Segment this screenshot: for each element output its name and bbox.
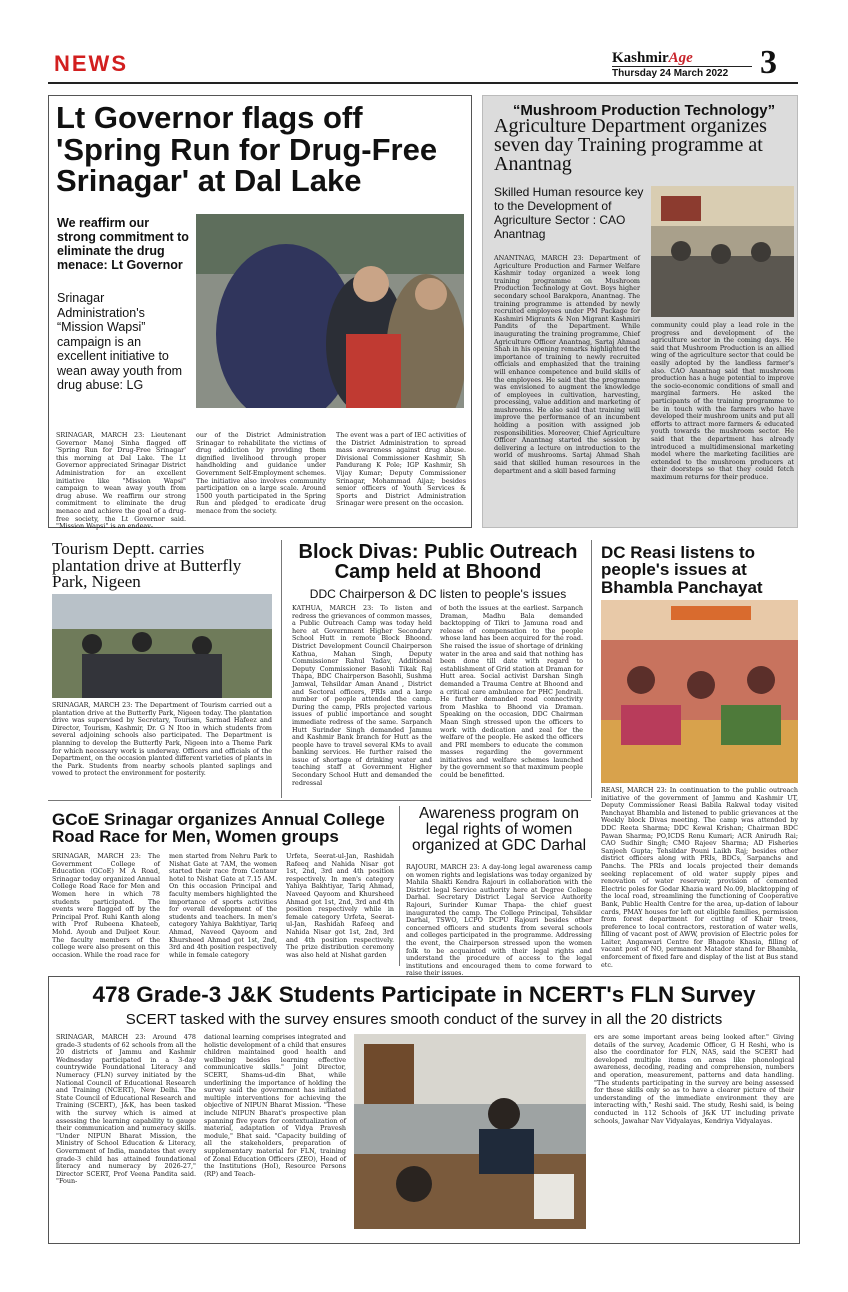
article-column: SRINAGAR, MARCH 23: Around 478 grade-3 students of 62 schools from all the 20 districts of Jammu and Kashmir Wednesday participated in a 3-day countrywide Foundational Literacy and Numeracy (FLN) survey initiated by the National Council of Educational Research and Training (NCERT), New Delhi. The State Council of Educational Research and Training (SCERT), J&K, has been tasked with the survey which is aimed at assessing the learning capability to gauge their communication and numeracy skills. "Under NIPUN Bharat Mission, the Ministry of School Education & Literacy, Government of India, mandates that every grade-3 child has attained foundational literacy and numeracy by 2026-27," Director SCERT, Prof Veena Pandita said. "Foun-: [56, 1033, 196, 1186]
article-headline: Agriculture Department organizes seven day Training programme at Anantnag: [494, 115, 767, 175]
article-subhead: SCERT tasked with the survey ensures smooth conduct of the survey in all the 20 districts: [125, 1011, 723, 1028]
pull-quote: We reaffirm our strong commitment to eliminate the drug menace: Lt Governor: [57, 216, 189, 272]
article-subhead: Skilled Human resource key to the Development of Agriculture Sector : CAO Anantnag: [494, 185, 644, 241]
section-rule: [48, 800, 591, 801]
article-column: ANANTNAG, MARCH 23: Department of Agriculture Production and Farmer Welfare Kashmir today organized a week long training programme on Mushroom Production Technology at Govt. Boys higher secondary school Barakpora, Anantnag. The training programme is attended by newly recruited employees under PM Package for Kashmiri Migrants & Non Migrant Kashmiri Pandits of the Department. While inaugurating the training programme, Chief Agriculture Officer Anantnag, Sartaj Ahmad Shah in his opening remarks highlighted the importance of training to newly recruited officials and emphasized that the training will enhance competence and build skills of the employees. He said that the programme was envisioned to augment the knowledge of employees in cultivation, harvesting, processing, value addition and marketing of mushrooms. He also said that training will improve the performance of an incumbent holding a position with assigned job responsibilities. Moreover, Chief Agriculture Officer Anantnag started the session by delivering a lecture on introduction to the world of mushrooms. Sartaj Ahmad Shah said that skilled human resources in the department and a skill based farming: [494, 254, 640, 475]
page-number: 3: [760, 44, 777, 81]
article-body: SRINAGAR, MARCH 23: The Department of Tourism carried out a plantation drive at the Butterfly Park, Nigeen today. The plantation drive was supervised by Secretary, Tourism, Sarmad Hafeez and Director, Tourism, Kashmir, Dr. G N Itoo in which students from several adjoining schools also participated. The Department is planning to develop the Butterfly Park, Nigeen into a Theme Park for which necessary work is underway. Officers and officials of the Department, on the occasion planted different varieties of plants in the Park. Students from nearby schools planted saplings and vowed to protect the environment for posterity.: [52, 701, 272, 778]
article-body: RAJOURI, MARCH 23: A day-long legal awareness camp on women rights and legislations was today organized by Mahila Shakti Kendra Rajouri in collaboration with the District legal Service authority here at Degree College Darhal. Secretary District Legal Service Authority Rajouri, Surinder Kumar Thapa- the chief guest inaugurated the camp. The College Principal, Tehsildar Darhal, TSWO, LCPO DCPU Rajouri besides other concerned officers and students from several schools and colleges participated in the programme. Addressing the event, the Chairperson stressed upon the women folk to be acquainted with their legal rights and understand the procedure of access to the legal institutions and encouraged them to come forward to raise their issues.: [406, 863, 592, 978]
column-divider: [591, 540, 592, 798]
section-label: NEWS: [54, 51, 128, 76]
article-column: ers are some important areas being looked after." Giving details of the survey, Academic Officer, G H Reshi, who is also the coordinator for FLN, NAS, said the SCERT had developed multiple items on areas like phonological awareness, decoding, reading and comprehension, numbers and operation, measurement, patterns and data handling. "The students participating in the survey are being assessed for these skills only so as to have a clearer picture of their understanding of the immediate environment they are interacting with," Reshi said. The study, Reshi said, is being conducted in 112 Schools of J&K UT including private schools, Jawahar Nav Vidyalayas, Kendriya Vidyalayas.: [594, 1033, 794, 1125]
article-column: our of the District Administration Srinagar to rehabilitate the victims of drug addiction by providing them dignified livelihood through proper handholding and guidance under Government Self-Employment schemes. The initiative also involves community participation on a large scale. Around 1500 youth participated in the Spring Run and pledged to eradicate drug menace from the society.: [196, 431, 326, 515]
photo-reasi-panchayat: [601, 600, 798, 783]
article-column: men started from Nehru Park to Nishat Gate at 7AM, the women started their race from Centaur hotel to Nishat Gate at 7.15 AM. On this occasion Principal and faculty members highlighted the importance of sports activities for overall development of the students and teachers. In men's category Yahiya Bakhtiyar, Tariq Ahmad, Naveed Qayoom and Khursheed Ahmad got 1st, 2nd, 3rd and 4th position respectively while in female category: [169, 852, 277, 959]
photo-butterfly-park: [52, 594, 272, 698]
article-body: REASI, MARCH 23: In continuation to the public outreach initiative of the government of Jammu and Kashmir UT, Deputy Commissioner Reasi Babila Rakwal today visited Panchayat Bhambla and listened to public grievances at the Weekly block Divas meeting. The camp was attended by DDC Reeta Sharma; DDC Kewal Krishan; Chairman BDC Pawan Sharma; PO,ICDS Renu Kumari; ACR Anirudh Rai; CAO Sudhir Singh; CMO Rajeev Sharma; AD Fisheries Sanjeeh Gupta; Tehsildar Pouni Laikh Raj; besides other district officers along with PRIs, BDCs, Sarpanchs and Panchs. The PRIs and locals projected their demands seeking replacement of old water supply pipes and renovation of water reservoir, provision of cemented Electric poles for Godar Khazia ward No.09, blacktopping of the local road, streamlining the functioning of Cooperative Bank, Public Health Centre for the area, up-dation of labour cards, PMAY houses for left out eligible families, permission from forest department for cutting of Khair trees, preference to local contractors, restoration of water wells, filling of vacant post of AWW, provision of Electric poles for Laiter, Anganwari Centre for Bhagote Khasia, filling of vacant post of NO, permanent Matador stand for Bhambla, enforcement of fixed fare and display of the list at Bus stand etc.: [601, 786, 798, 969]
masthead-divider: [612, 66, 752, 67]
article-headline: GCoE Srinagar organizes Annual College Road Race for Men, Women groups: [52, 810, 385, 847]
issue-date: Thursday 24 March 2022: [612, 68, 729, 79]
column-divider: [281, 540, 282, 798]
article-column: of both the issues at the earliest. Sarpanch Draman, Madhu Bala demanded backtopping of Tikri to Jamuna road and release of compensation to the people whose land has been acquired for the road. She raised the issue of shortage of drinking water in the area and said that nothing has been done till date with regard to establishment of Grid station at Draman for Hutt area. Social activist Darshan Singh demanded a Trauma Centre at Bhoond and a critical care ambulance for PHC Jendrali. He further demanded road connectivity from Mashka to Bhoond via Draman. Speaking on the occasion, DDC Chairman Maan Singh stressed upon the officers to work with dedication and zeal for the welfare of the people. He asked the officers and PRI members to educate the common masses regarding the government initiatives and welfare schemes launched by the government so that maximum people could be benefitted.: [440, 604, 583, 780]
column-divider: [399, 806, 400, 966]
article-column: Urfeta, Seerat-ul-Jan, Rashidah Rafeeq and Nahida Nisar got 1st, 2nd, 3rd and 4th position respectively. In men's category Yahiya Bakhtiyar, Tariq Ahmad, Naveed Qayoom and Khursheed Ahmad got 1st, 2nd, 3rd and 4th position respectively while in female category Urfeta, Seerat-ul-Jan, Rashidah Rafeeq and Nahida Nisar got 1st, 2nd, 3rd and 4th position respectively. The prize distribution ceremony was also held at Nishat garden: [286, 852, 394, 959]
article-column: KATHUA, MARCH 23: To listen and redress the grievances of common masses, a Public Outreach Camp was today held here at Government Higher Secondary School Hutt in remote Block Bhoond. District Development Council Chairperson Kathua, Mahan Singh, Deputy Commissioner Rahul Yadav, Additional Deputy Commissioner Basohli Tikak Raj Thapa, BDC Chairperson Basohli, Sushma Jamwal, Tehsildar Aman Anand , District and Sectoral officers, PRIs and a large number of people attended the camp. During the camp, PRIs projected various issues of public importance and sought immediate redress of the same. Sarpanch Hutt Surinder Singh demanded Jammu and Kashmir Bank branch for Hutt as the people have to travel several KMs to avail banking services. He further raised the issue of shortage of drinking water and teaching staff at Government Higher Secondary School Hutt and demanded the redressal: [292, 604, 432, 787]
newspaper-logo: KashmirAge: [612, 50, 693, 66]
photo-fln-survey: [354, 1034, 586, 1229]
masthead-rule: [48, 82, 798, 84]
article-column: SRINAGAR, MARCH 23: The Government College of Education (GCoE) M A Road, Srinagar today organized Annual College Road Race for Men and Women here in which 78 students participated. The events were flagged off by the Principal Prof. Ruhi Kanth along with Prof Rubeena Khateeb, Mohd. Ayoub and Duljeet Kour. The faculty members of the college were also present on this occasion. While the road race for: [52, 852, 160, 959]
article-column: SRINAGAR, MARCH 23: Lieutenant Governor Manoj Sinha flagged off 'Spring Run for Drug-Free Srinagar' this morning at Dal Lake. The Lt Governor appreciated Srinagar District Administration for an excellent initiative like "Mission Wapsi" campaign to wean away youth from drug abuse. We reaffirm our strong commitment to eliminate the drug menace and achieve the goal of a drug-free society, the Lt Governor said. "Mission Wapsi" is an endeav-: [56, 431, 186, 531]
article-kicker: “Mushroom Production Technology”: [512, 102, 776, 119]
article-subhead: DDC Chairperson & DC listen to people's issues: [309, 587, 567, 601]
article-headline: Awareness program on legal rights of women organized at GDC Darhal: [411, 805, 587, 854]
article-column: community could play a lead role in the progress and development of the agriculture sector in the coming days. He said that Mushroom Production is an allied wing of the agriculture sector that could be easily adopted by the landless farmer's also. CAO Anantnag said that mushroom production has a huge potential to improve the socio-economic conditions of small and marginal farmers. He asked the participants of the training programme to be in touch with the farmers who have developed their mushroom units and put all efforts to attract more farmers & educated youth towards the mushroom sector. He said that the department has already introduced a multidimensional marketing model where the marketing facilities are extended to the mushroom producers at their doorsteps so that they could fetch maximum returns for their produce.: [651, 321, 794, 481]
article-headline: 478 Grade-3 J&K Students Participate in NCERT's FLN Survey: [92, 982, 756, 1007]
photo-lg-spring-run: [196, 214, 464, 408]
photo-mushroom-training: [651, 186, 794, 317]
article-headline: Block Divas: Public Outreach Camp held at Bhoond: [298, 541, 578, 584]
article-headline: Tourism Deptt. carries plantation drive at Butterfly Park, Nigeen: [52, 539, 242, 591]
article-column: The event was a part of IEC activities of the District Administration to spread mass awareness against drug abuse. Divisional Commissioner Kashmir, Sh Pandurang K Pole; IGP Kashmir, Sh Vijay Kumar; Deputy Commissioner Srinagar, Mohammad Aijaz; besides senior officers of Youth Services & Sports and District Administration Srinagar were present on the occasion.: [336, 431, 466, 508]
article-column: dational learning comprises integrated and holistic development of a child that ensures children maintained good health and wellbeing besides learning effective communicative skills." Joint Director, SCERT, Shams-ud-din Bhat, while underlining the importance of holding the survey said the government has initiated multiple interventions for achieving the objective of NIPUN Bharat Mission. "These include NIPUN Bharat's prospective plan spanning five years for contextualization of material, adaptation of Vidya Pravesh module," Bhat said. "Capacity building of all the stakeholders, preparation of supplementary material for FLN, training of Zonal Education Officers (ZEO), Head of the Institutions (HoI), Resource Persons (RP) and Teach-: [204, 1033, 346, 1178]
pull-quote: Srinagar Administration's “Mission Wapsi” campaign is an excellent initiative to wean away youth from drug abuse: LG: [57, 291, 183, 392]
article-headline: Lt Governor flags off 'Spring Run for Drug-Free Srinagar' at Dal Lake: [56, 100, 438, 199]
article-headline: DC Reasi listens to people's issues at Bhambla Panchayat: [601, 543, 763, 597]
